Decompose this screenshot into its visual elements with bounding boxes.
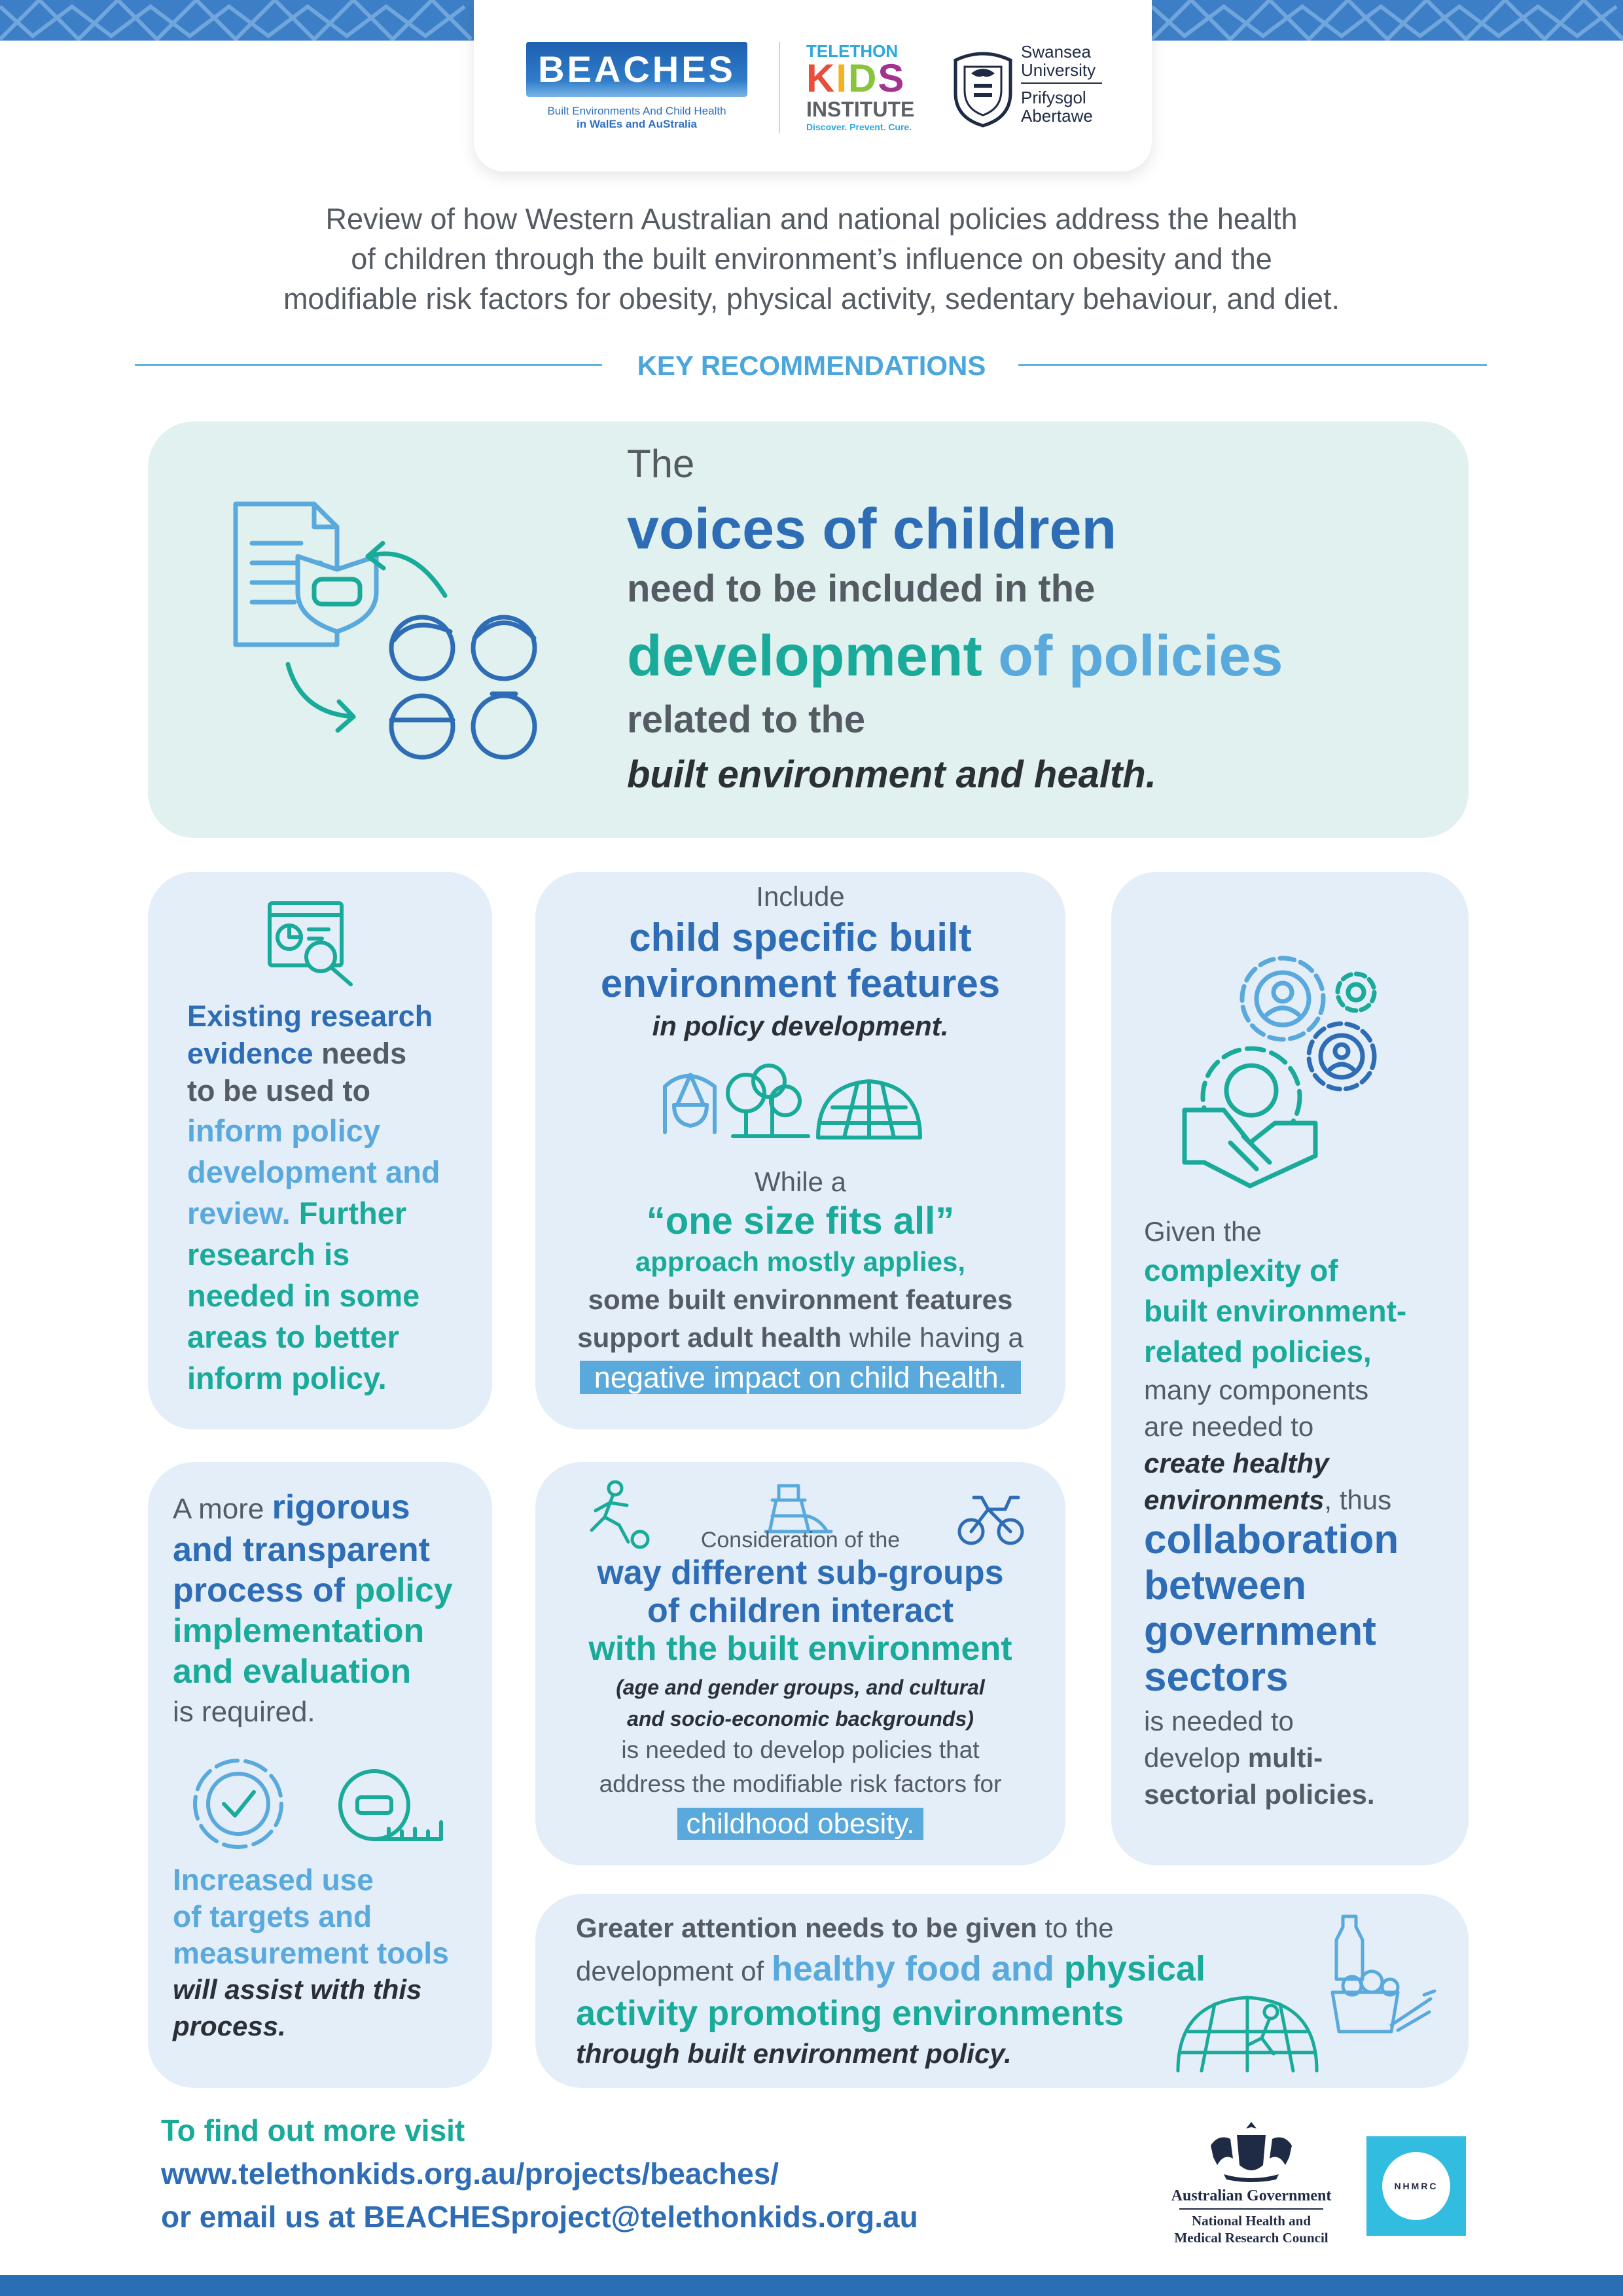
sub-groups-headline (535, 1554, 1065, 1668)
nhmrc-logo-circle (1382, 2152, 1450, 2220)
child-features-support (535, 1319, 1065, 1356)
research-line: Existing research (187, 999, 433, 1033)
data-analysis-icon (266, 899, 357, 991)
heading-rule-left (135, 364, 602, 366)
complexity-line: are needed to (1144, 1411, 1314, 1442)
complexity-multi: multi- (1247, 1742, 1323, 1773)
complexity-environments: environments (1144, 1484, 1325, 1515)
food-line: activity promoting environments (576, 1994, 1124, 2033)
telethon-logo-line1: TELETHON (806, 41, 899, 61)
collaboration-gears-icon (1178, 946, 1387, 1189)
sub-groups-line: (age and gender groups, and cultural (616, 1676, 985, 1699)
hero-development-of-policies (627, 622, 1283, 690)
research-evidence: evidence (187, 1037, 313, 1070)
research-line: needed in some (187, 1278, 420, 1313)
food-greater-attention: Greater attention needs to be given (576, 1912, 1037, 1943)
intro-line: of children through the built environment’s influence on obesity and the (351, 242, 1272, 276)
rigorous-line (173, 1487, 453, 1530)
complexity-line: sectorial policies. (1144, 1779, 1375, 1810)
beaches-logo-word: BEACHES (538, 48, 736, 90)
swansea-logo-line1: Swansea (1021, 42, 1091, 62)
telethon-logo-kids (806, 56, 906, 100)
intro-text (196, 199, 1427, 319)
sub-groups-line: way different sub-groups (597, 1554, 1004, 1592)
sub-groups-line: is needed to develop policies that (621, 1736, 980, 1763)
food-line (576, 1909, 1205, 1948)
rigorous-policy: policy (354, 1571, 453, 1609)
food-line (576, 1948, 1205, 1992)
hero-built-environment: built environment and health. (627, 753, 1156, 796)
targets-line: measurement tools (173, 1936, 449, 1970)
food-climbing-frame-icon (1175, 1914, 1437, 2073)
swansea-logo-divider (1021, 82, 1102, 84)
sub-groups-consideration: Consideration of the (700, 1528, 901, 1552)
aus-gov-line: National Health and (1191, 2213, 1311, 2229)
complexity-line: many components (1144, 1374, 1369, 1405)
footer-contact (161, 2109, 918, 2238)
research-line: to be used to (187, 1074, 370, 1107)
swansea-logo-line3: Prifysgol (1021, 88, 1086, 107)
aus-gov-line: Australian Government (1171, 2187, 1332, 2204)
hero-voices-of-children: voices of children (627, 496, 1117, 561)
food-healthy-food: healthy food and (771, 1949, 1064, 1988)
child-features-line: child specific built (629, 916, 972, 960)
child-features-while: While a (754, 1166, 847, 1197)
child-features-line: environment features (600, 961, 1001, 1005)
swansea-logo-line4: Abertawe (1021, 106, 1093, 126)
rigorous-word: rigorous (272, 1488, 410, 1526)
sub-groups-needed (535, 1733, 1065, 1801)
swansea-crest-icon (952, 41, 1014, 128)
telethon-logo-tagline: Discover. Prevent. Cure. (806, 122, 912, 132)
complexity-line: sectors (1144, 1655, 1289, 1700)
rigorous-text (173, 1487, 453, 1732)
heading-rule-right (1018, 364, 1487, 366)
research-review: review. (187, 1196, 291, 1230)
intro-line: Review of how Western Australian and national policies address the health (325, 202, 1298, 236)
food-line: through built environment policy. (576, 2038, 1012, 2069)
children-policy-icon (223, 497, 550, 772)
sub-groups-line: of children interact (647, 1592, 954, 1630)
partner-logos-card (474, 0, 1152, 171)
beaches-logo-subtitle-2: in WalEs and AuStralia (577, 118, 697, 130)
complexity-thus: , thus (1324, 1484, 1392, 1515)
sub-groups-pill-row (535, 1804, 1065, 1844)
research-line: development and (187, 1155, 440, 1189)
australian-government-logo (1166, 2186, 1336, 2246)
target-tape-measure-icon (186, 1751, 448, 1856)
telethon-logo-institute: INSTITUTE (806, 98, 915, 121)
hero-of-policies: of policies (982, 623, 1283, 688)
rigorous-a-more: A more (173, 1493, 272, 1525)
footer-email-link[interactable]: or email us at BEACHESproject@telethonkids.org.au (161, 2200, 918, 2234)
complexity-text-2 (1144, 1703, 1375, 1813)
research-line: research is (187, 1237, 350, 1272)
research-needs: needs (313, 1037, 407, 1070)
targets-line: process. (173, 2011, 286, 2041)
targets-text (173, 1861, 449, 2045)
swansea-logo-line2: University (1021, 60, 1096, 80)
food-development-of: development of (576, 1956, 772, 1986)
sub-groups-line: with the built environment (588, 1630, 1012, 1668)
complexity-collaboration (1144, 1517, 1399, 1700)
playground-icon (661, 1060, 923, 1145)
complexity-line: government (1144, 1609, 1376, 1654)
childhood-obesity-highlight: childhood obesity. (677, 1808, 924, 1840)
aus-gov-line: Medical Research Council (1174, 2230, 1329, 2246)
sub-groups-line: address the modifiable risk factors for (599, 1770, 1002, 1797)
intro-line: modifiable risk factors for obesity, physical activity, sedentary behaviour, and diet. (283, 282, 1340, 315)
beaches-logo-subtitle: Built Environments And Child Health (547, 105, 726, 117)
targets-line: of targets and (173, 1899, 372, 1933)
negative-impact-highlight: negative impact on child health. (580, 1361, 1021, 1394)
telethon-kids-letter: S (878, 56, 906, 100)
complexity-line (1144, 1482, 1406, 1518)
research-line (187, 1193, 440, 1234)
rigorous-process-of: process of (173, 1571, 355, 1609)
child-features-support-adult: support adult health (577, 1322, 842, 1353)
nhmrc-logo (1366, 2136, 1466, 2236)
complexity-line: Given the (1144, 1216, 1262, 1247)
sub-groups-line: and socio-economic backgrounds) (627, 1707, 974, 1731)
complexity-line: create healthy (1144, 1448, 1329, 1479)
complexity-line: is needed to (1144, 1706, 1294, 1736)
targets-line: will assist with this (173, 1974, 422, 2005)
hero-development: development (627, 623, 982, 688)
rigorous-line: and evaluation (173, 1653, 412, 1691)
child-features-include: Include (756, 881, 845, 912)
complexity-develop: develop (1144, 1742, 1248, 1773)
complexity-line (1144, 1740, 1375, 1776)
key-recommendations-heading: KEY RECOMMENDATIONS (637, 350, 986, 381)
targets-line: Increased use (173, 1863, 374, 1897)
complexity-line: complexity of (1144, 1253, 1338, 1287)
child-features-policy: in policy development. (652, 1011, 949, 1041)
research-line: areas to better (187, 1319, 399, 1354)
nhmrc-logo-text: NHMRC (1394, 2181, 1438, 2191)
sub-groups-detail (535, 1672, 1065, 1734)
research-text (187, 997, 433, 1109)
rigorous-line: implementation (173, 1612, 425, 1650)
child-features-one-size: “one size fits all” (646, 1200, 955, 1242)
aus-gov-divider (1179, 2208, 1323, 2210)
complexity-line: between (1144, 1563, 1307, 1608)
child-features-while-having: while having a (841, 1322, 1024, 1353)
footer-find-out: To find out more visit (161, 2113, 465, 2147)
rigorous-line (173, 1570, 453, 1611)
research-text-2 (187, 1110, 440, 1399)
complexity-line: collaboration (1144, 1517, 1399, 1562)
child-features-some: some built environment features (588, 1284, 1013, 1315)
hero-related: related to the (627, 698, 866, 741)
food-physical: physical (1063, 1949, 1205, 1988)
complexity-line: related policies, (1144, 1335, 1372, 1369)
healthy-environments-text (576, 1909, 1205, 2073)
bottom-band (0, 2275, 1623, 2296)
rigorous-line: and transparent (173, 1531, 430, 1569)
complexity-text (1144, 1213, 1406, 1518)
research-further: Further (290, 1196, 407, 1230)
child-features-negative-row (535, 1357, 1065, 1398)
child-features-headline (535, 915, 1065, 1007)
complexity-line: built environment- (1144, 1294, 1407, 1328)
telethon-kids-letter: D (848, 56, 878, 100)
australian-coat-of-arms-icon (1204, 2119, 1298, 2185)
hero-the: The (627, 442, 695, 486)
telethon-kids-letter: K (806, 56, 836, 100)
research-line: inform policy. (187, 1361, 387, 1395)
child-features-approach: approach mostly applies, (635, 1246, 966, 1277)
beaches-logo (526, 42, 747, 97)
telethon-kids-letter: I (836, 56, 849, 100)
rigorous-line: is required. (173, 1696, 315, 1728)
research-line (187, 1035, 433, 1072)
footer-website-link[interactable]: www.telethonkids.org.au/projects/beaches/ (161, 2157, 779, 2191)
food-to-the: to the (1037, 1912, 1114, 1943)
logo-divider (779, 42, 780, 134)
hero-need-included: need to be included in the (627, 567, 1096, 610)
research-line: inform policy (187, 1113, 381, 1148)
